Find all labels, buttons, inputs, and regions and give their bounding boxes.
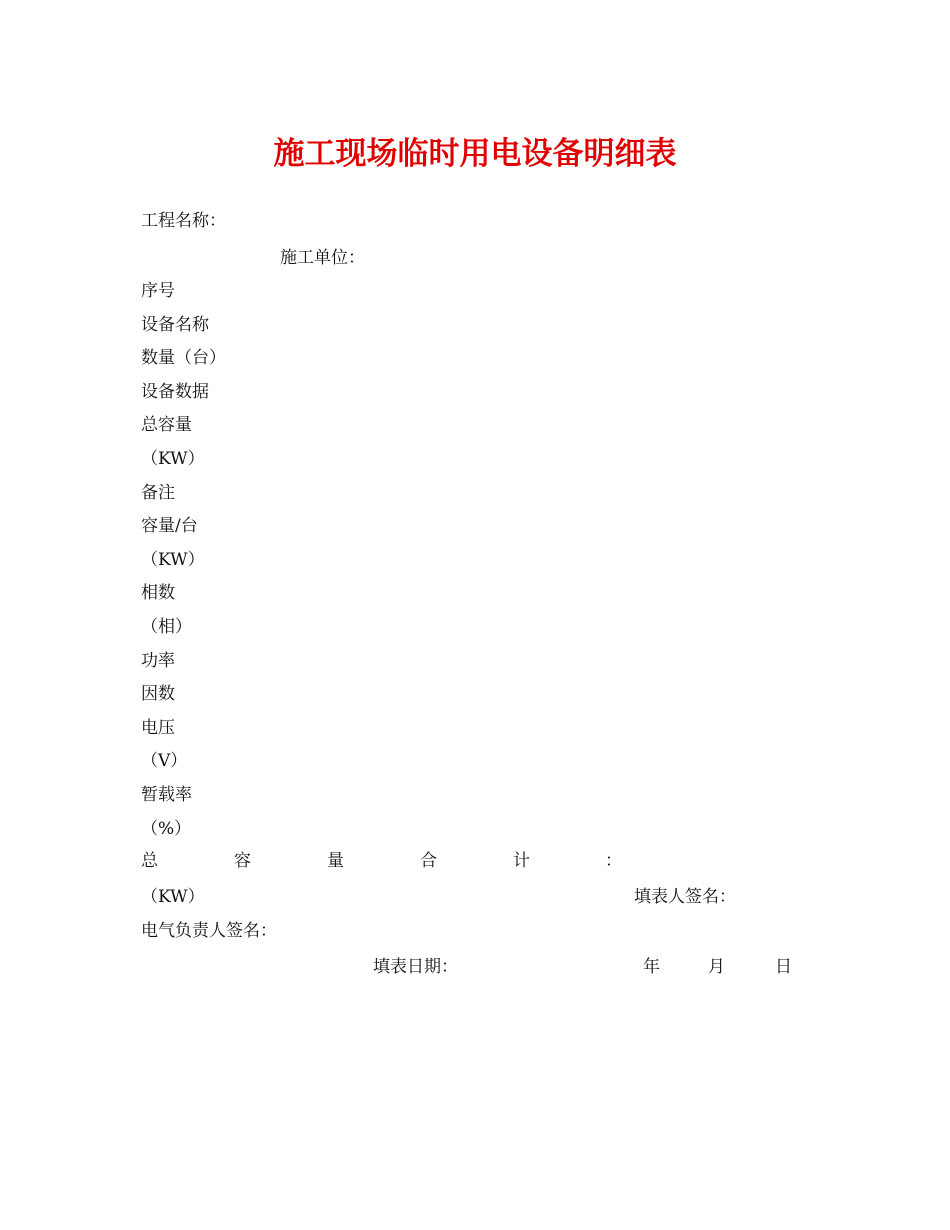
- field-item: （V）: [141, 751, 188, 772]
- total-capacity-char: 量: [327, 851, 344, 871]
- field-item: 电压: [141, 717, 175, 738]
- total-capacity-char: 合: [420, 851, 437, 871]
- field-item: （KW）: [141, 448, 205, 469]
- field-item: 总容量: [141, 415, 192, 436]
- total-unit-label: （KW）: [141, 887, 205, 907]
- field-item: 设备名称: [141, 314, 209, 335]
- total-capacity-char: 总: [141, 851, 158, 871]
- project-name-label: 工程名称：: [141, 211, 226, 231]
- field-item: （%）: [141, 818, 192, 839]
- construction-unit-label: 施工单位：: [280, 248, 365, 268]
- filler-signature-label: 填表人签名：: [634, 887, 736, 907]
- day-label: 日: [775, 957, 792, 977]
- field-item: （KW）: [141, 549, 205, 570]
- field-list: [141, 280, 226, 851]
- field-item: 数量（台）: [141, 348, 226, 369]
- total-capacity-char: 计: [513, 851, 530, 871]
- electrical-manager-label: 电气负责人签名：: [141, 921, 277, 941]
- field-item: 因数: [141, 684, 175, 705]
- field-item: 暂载率: [141, 784, 192, 805]
- year-label: 年: [643, 957, 660, 977]
- total-capacity-char: ：: [605, 851, 622, 871]
- total-capacity-char: 容: [234, 851, 251, 871]
- document-title: 施工现场临时用电设备明细表: [273, 136, 677, 172]
- field-item: 设备数据: [141, 381, 209, 402]
- field-item: 容量/台: [141, 516, 198, 537]
- field-item: （相）: [141, 616, 192, 637]
- field-item: 相数: [141, 583, 175, 604]
- month-label: 月: [708, 957, 725, 977]
- field-item: 功率: [141, 650, 175, 671]
- fill-date-label: 填表日期：: [373, 957, 458, 977]
- field-item: 序号: [141, 281, 175, 301]
- field-item: 备注: [141, 482, 175, 503]
